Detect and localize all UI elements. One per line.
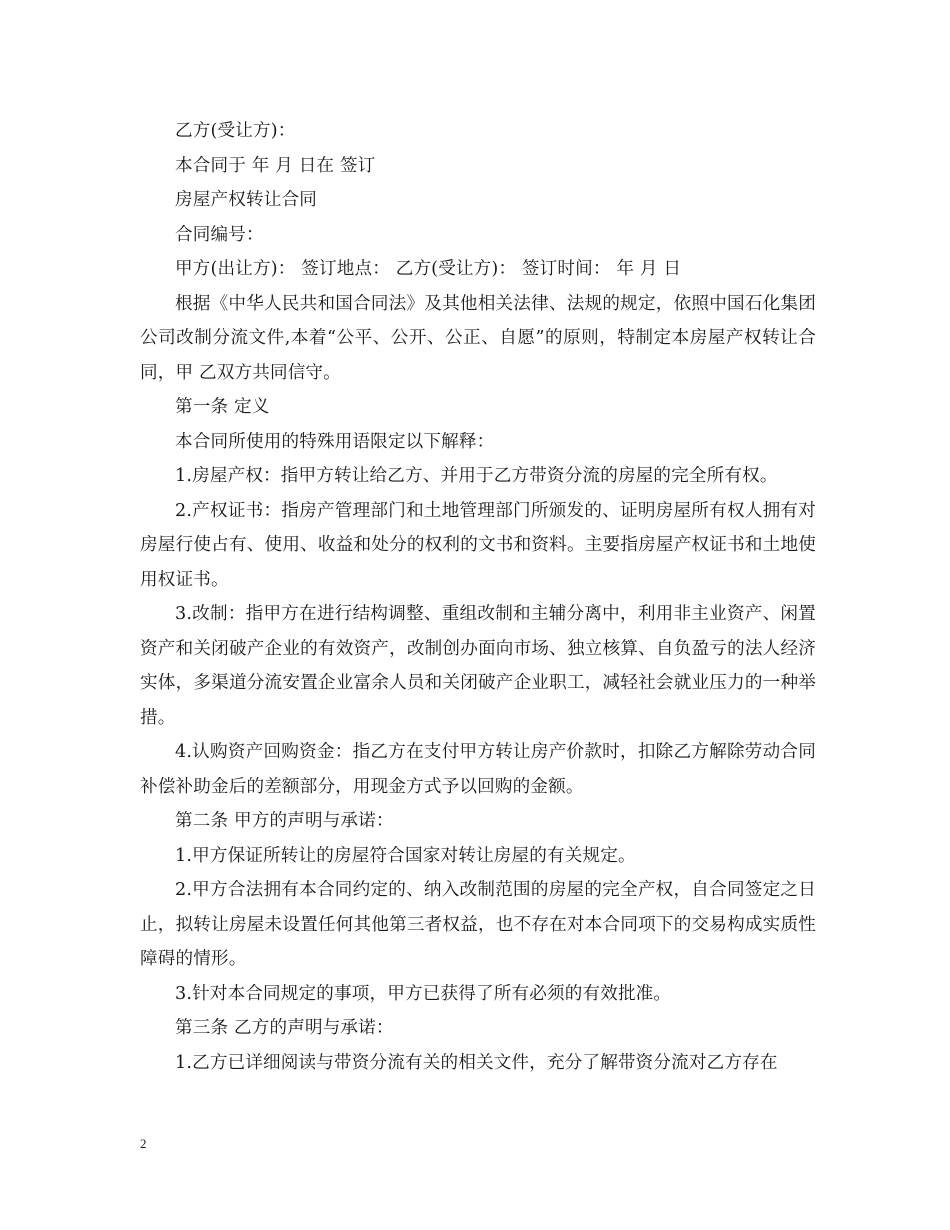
- preamble-paragraph: 根据《中华人民共和国合同法》及其他相关法律、法规的规定，依照中国石化集团公司改制分流文件,本着“公平、公开、公正、自愿”的原则，特制定本房屋产权转让合同，甲 乙双方共同信守。: [140, 293, 816, 383]
- article-3-heading: 第三条 乙方的声明与承诺：: [175, 1018, 394, 1038]
- contract-title: 房屋产权转让合同: [175, 190, 317, 210]
- document-body: [140, 114, 816, 1080]
- parties-info-line: 甲方(出让方)： 签订地点： 乙方(受让方)： 签订时间： 年 月 日: [175, 259, 682, 279]
- definitions-intro: 本合同所使用的特殊用语限定以下解释：: [175, 431, 495, 452]
- definition-4: 4.认购资产回购资金：指乙方在支付甲方转让房产价款时，扣除乙方解除劳动合同补偿补助金后的差额部分，用现金方式予以回购的金额。: [140, 742, 816, 797]
- article-1-heading: 第一条 定义: [175, 397, 270, 417]
- definition-3: 3.改制：指甲方在进行结构调整、重组改制和主辅分离中，利用非主业资产、闲置资产和关闭破产企业的有效资产，改制创办面向市场、独立核算、自负盈亏的法人经济实体，多渠道分流安置企业富余人员和关闭破产企业职工，减轻社会就业压力的一种举措。: [140, 604, 816, 728]
- article-2-item-1: 1.甲方保证所转让的房屋符合国家对转让房屋的有关规定。: [175, 845, 636, 866]
- signing-date-line: 本合同于 年 月 日在 签订: [175, 155, 376, 176]
- definition-2: 2.产权证书：指房产管理部门和土地管理部门所颁发的、证明房屋所有权人拥有对房屋行使占有、使用、收益和处分的权利的文书和资料。主要指房屋产权证书和土地使用权证书。: [140, 500, 816, 590]
- definition-1: 1.房屋产权：指甲方转让给乙方、并用于乙方带资分流的房屋的完全所有权。: [175, 466, 778, 486]
- article-2-heading: 第二条 甲方的声明与承诺：: [175, 811, 394, 831]
- article-2-item-3: 3.针对本合同规定的事项，甲方已获得了所有必须的有效批准。: [175, 983, 672, 1004]
- contract-number-line: 合同编号：: [175, 224, 264, 245]
- page-number: 2: [140, 1136, 147, 1151]
- article-3-item-1: 1.乙方已详细阅读与带资分流有关的相关文件，充分了解带资分流对乙方存在: [175, 1052, 778, 1073]
- party-b-line: 乙方(受让方)：: [175, 121, 296, 141]
- article-2-item-2: 2.甲方合法拥有本合同约定的、纳入改制范围的房屋的完全产权，自合同签定之日止，拟转让房屋未设置任何其他第三者权益，也不存在对本合同项下的交易构成实质性障碍的情形。: [140, 880, 816, 969]
